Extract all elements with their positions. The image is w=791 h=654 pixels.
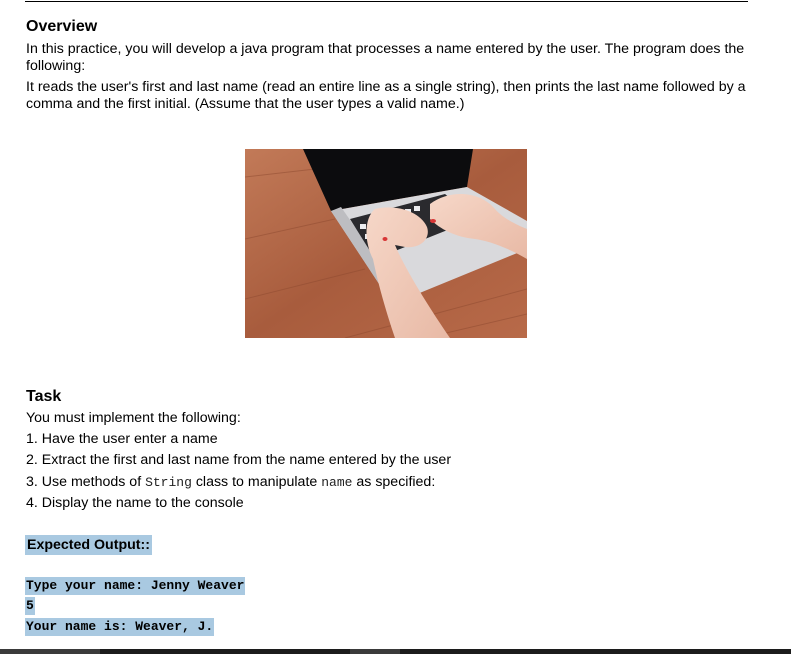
bottom-edge-bar <box>0 649 791 654</box>
top-divider <box>25 1 748 2</box>
output-line-3: Your name is: Weaver, J. <box>26 619 214 634</box>
laptop-typing-photo <box>245 149 527 338</box>
task-step-2: 2. Extract the first and last name from the name entered by the user <box>26 452 452 468</box>
task-heading: Task <box>26 388 62 405</box>
task-step-3-suffix: as specified: <box>352 474 436 490</box>
name-variable-code: name <box>321 475 353 490</box>
laptop-photo-illustration <box>245 149 527 338</box>
task-step-3-prefix: 3. Use methods of <box>26 474 146 490</box>
output-line-1: Type your name: Jenny Weaver <box>26 578 245 593</box>
expected-output-label: Expected Output:: <box>27 537 150 553</box>
task-step-3-middle: class to manipulate <box>191 474 322 490</box>
overview-heading: Overview <box>26 18 98 35</box>
overview-description-paragraph: It reads the user's first and last name (read an entire line as a single string), then prints the last name followed by a comma and the first initial. (Assume that the user types a valid name.) <box>26 79 746 112</box>
output-line-2: 5 <box>26 598 34 613</box>
task-step-3 <box>26 474 435 491</box>
bottom-bar-segment-mid <box>350 649 400 654</box>
task-step-1: 1. Have the user enter a name <box>26 431 218 447</box>
string-class-code: String <box>145 475 192 490</box>
overview-intro-paragraph: In this practice, you will develop a java program that processes a name entered by the user. The program does the following: <box>26 41 745 74</box>
task-intro: You must implement the following: <box>26 410 241 426</box>
bottom-bar-segment-left <box>0 649 100 654</box>
task-step-4: 4. Display the name to the console <box>26 495 244 511</box>
